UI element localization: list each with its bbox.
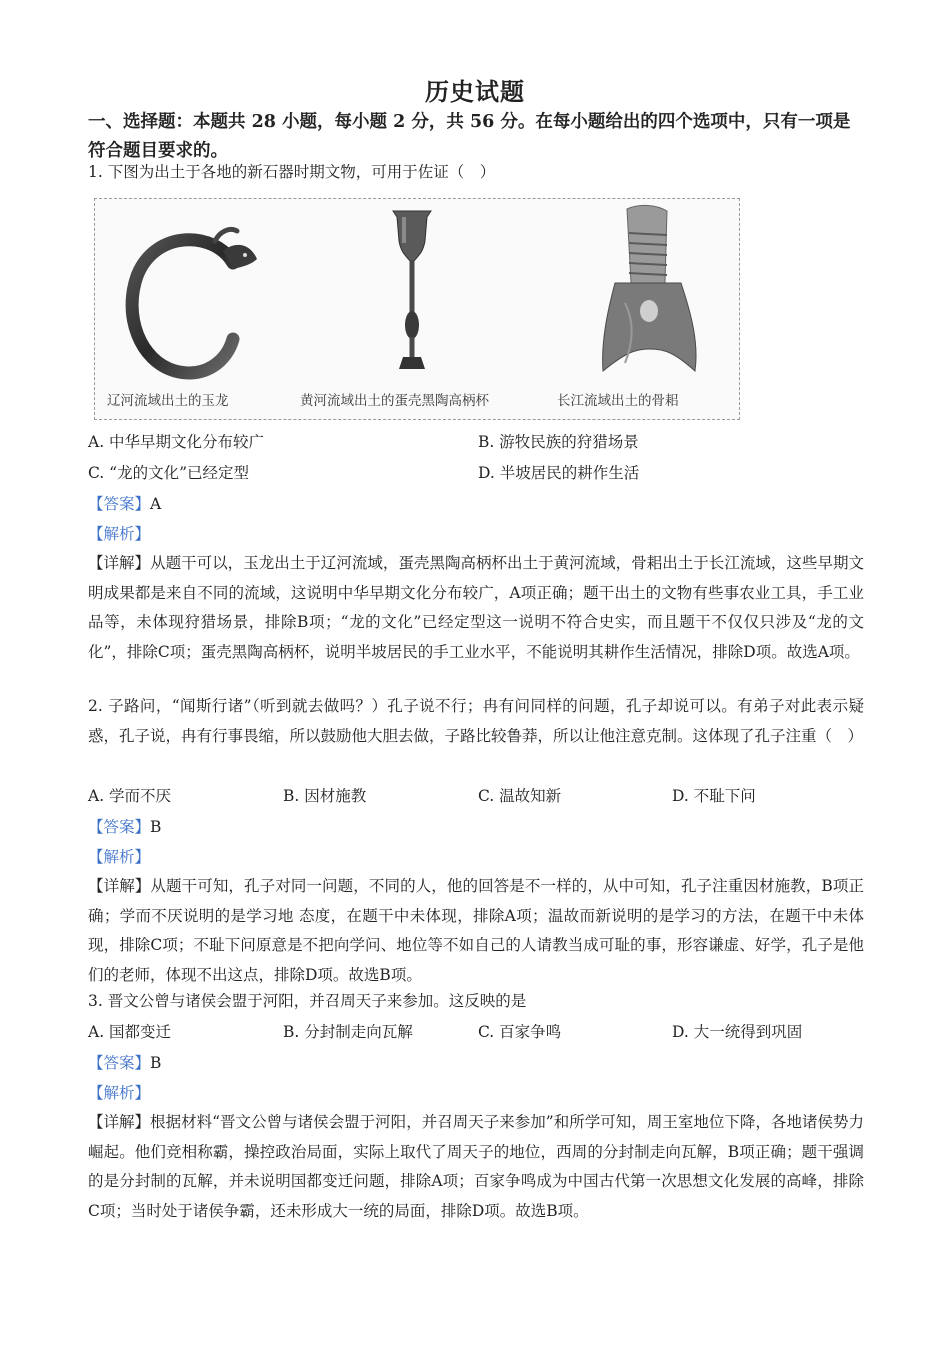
q1-option-b: B. 游牧民族的狩猎场景 bbox=[478, 433, 639, 451]
figure-caption-pottery-cup: 黄河流域出土的蛋壳黑陶高柄杯 bbox=[300, 393, 489, 409]
q1-figure bbox=[94, 198, 740, 420]
q3-analysis-label: 【解析】 bbox=[88, 1084, 151, 1102]
q1-analysis-label: 【解析】 bbox=[88, 525, 151, 543]
figure-caption-jade-dragon: 辽河流域出土的玉龙 bbox=[107, 393, 229, 409]
q2-detail: 【详解】从题干可知，孔子对同一问题，不同的人，他的回答是不一样的，从中可知，孔子注重因材施教，B项正确；学而不厌说明的是学习地 态度，在题干中未体现，排除A项；温故而新说明的是学习的方法，在题干中未体现，排除C项；不耻下问原意是不把向学问、地位等不如自己的人请教当成可耻的事，形容谦虚、好学，孔子是他们的老师，体现不出这点，排除D项。故选B项。 bbox=[88, 877, 864, 984]
q2-answer bbox=[88, 813, 863, 842]
q1-answer bbox=[88, 490, 863, 519]
q1-answer-label: 【答案】 bbox=[88, 495, 151, 513]
q3-option-a: A. 国都变迁 bbox=[88, 1023, 172, 1041]
q1-option-c: C. “龙的文化”已经定型 bbox=[88, 464, 250, 482]
eggshell-pottery-cup-icon bbox=[387, 207, 437, 377]
q3-option-b: B. 分封制走向瓦解 bbox=[283, 1023, 413, 1041]
bone-spade-icon bbox=[595, 203, 705, 379]
q2-option-b: B. 因材施教 bbox=[283, 787, 367, 805]
q2-option-a: A. 学而不厌 bbox=[88, 787, 172, 805]
q1-option-a: A. 中华早期文化分布较广 bbox=[88, 433, 265, 451]
q2-answer-label: 【答案】 bbox=[88, 818, 151, 836]
q3-answer-label: 【答案】 bbox=[88, 1054, 151, 1072]
q3-answer bbox=[88, 1049, 863, 1078]
q2-answer-value: B bbox=[150, 818, 162, 836]
q3-stem: 3. 晋文公曾与诸侯会盟于河阳，并召周天子来参加。这反映的是 bbox=[88, 992, 527, 1010]
q2-option-d: D. 不耻下问 bbox=[672, 787, 756, 805]
q3-option-c: C. 百家争鸣 bbox=[478, 1023, 562, 1041]
page-title: 历史试题 bbox=[425, 77, 525, 106]
q3-answer-value: B bbox=[150, 1054, 162, 1072]
section-heading: 一、选择题：本题共 28 小题，每小题 2 分，共 56 分。在每小题给出的四个选项中，只有一项是符合题目要求的。 bbox=[88, 112, 851, 161]
q1-option-d: D. 半坡居民的耕作生活 bbox=[478, 464, 640, 482]
q2-option-c: C. 温故知新 bbox=[478, 787, 562, 805]
jade-dragon-icon bbox=[115, 221, 265, 386]
q2-stem: 2. 子路问，“闻斯行诸”（听到就去做吗？）孔子说不行；冉有问同样的问题，孔子却说可以。有弟子对此表示疑惑，孔子说，冉有行事畏缩，所以鼓励他大胆去做，子路比较鲁莽，所以让他注意克制。这体现了孔子注重（ ） bbox=[88, 697, 864, 745]
figure-caption-bone-spade: 长江流域出土的骨耜 bbox=[557, 393, 679, 409]
q1-answer-value: A bbox=[150, 495, 162, 513]
q1-stem: 1. 下图为出土于各地的新石器时期文物，可用于佐证（ ） bbox=[88, 163, 496, 181]
q1-detail: 【详解】从题干可以，玉龙出土于辽河流域，蛋壳黑陶高柄杯出土于黄河流域，骨耜出土于长江流域，这些早期文明成果都是来自不同的流域，这说明中华早期文化分布较广，A项正确；题干出土的文物有些事农业工具，手工业品等，未体现狩猎场景，排除B项；“龙的文化”已经定型这一说明不符合史实，而且题干不仅仅只涉及“龙的文化”，排除C项；蛋壳黑陶高柄杯，说明半坡居民的手工业水平，不能说明其耕作生活情况，排除D项。故选A项。 bbox=[88, 554, 864, 661]
q3-detail: 【详解】根据材料“晋文公曾与诸侯会盟于河阳，并召周天子来参加”和所学可知，周王室地位下降，各地诸侯势力崛起。他们竞相称霸，操控政治局面，实际上取代了周天子的地位，西周的分封制走向瓦解，B项正确；题干强调的是分封制的瓦解，并未说明国都变迁问题，排除A项；百家争鸣成为中国古代第一次思想文化发展的高峰，排除C项；当时处于诸侯争霸，还未形成大一统的局面，排除D项。故选B项。 bbox=[88, 1113, 864, 1220]
q2-analysis-label: 【解析】 bbox=[88, 848, 151, 866]
q3-option-d: D. 大一统得到巩固 bbox=[672, 1023, 803, 1041]
